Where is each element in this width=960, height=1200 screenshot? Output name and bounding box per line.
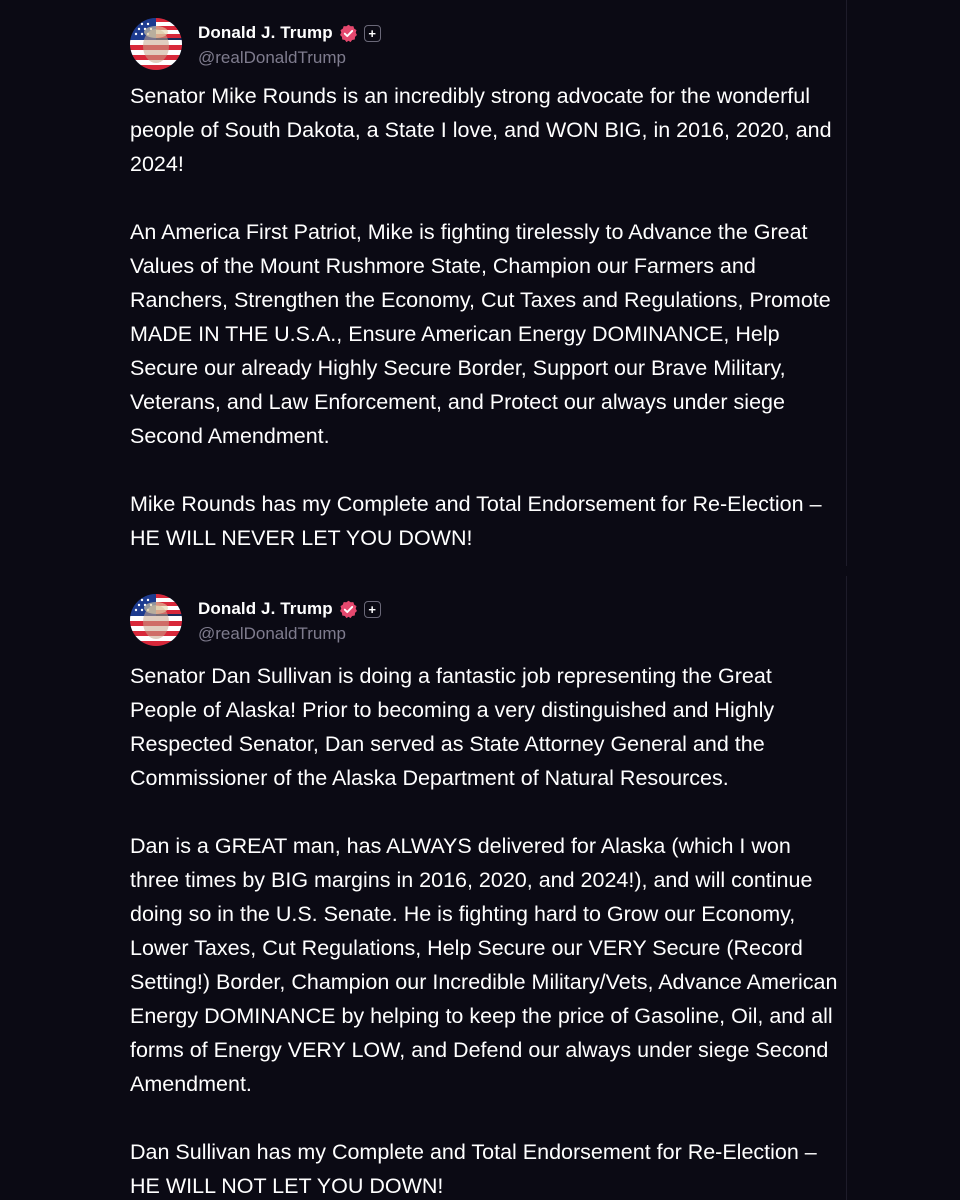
post-paragraph: Dan Sullivan has my Complete and Total Endorsement for Re-Election – HE WILL NOT LET YOU DOWN! bbox=[130, 1140, 817, 1198]
name-row bbox=[198, 596, 381, 622]
user-handle[interactable]: @realDonaldTrump bbox=[198, 624, 346, 643]
avatar[interactable] bbox=[130, 594, 182, 646]
verified-badge-icon bbox=[339, 600, 358, 619]
display-name[interactable]: Donald J. Trump bbox=[198, 23, 333, 42]
post-card[interactable] bbox=[114, 0, 847, 566]
plus-icon[interactable]: + bbox=[364, 25, 381, 42]
post-body bbox=[130, 659, 842, 1200]
post-paragraph: Mike Rounds has my Complete and Total Endorsement for Re-Election – HE WILL NEVER LET YOU DOWN! bbox=[130, 492, 822, 550]
avatar[interactable] bbox=[130, 18, 182, 70]
post-paragraph: Senator Dan Sullivan is doing a fantastic job representing the Great People of Alaska! Prior to becoming a very distinguished and Highly Respected Senator, Dan served as State Attorney General and the Commissioner of the Alaska Department of Natural Resources. bbox=[130, 664, 775, 790]
post-header bbox=[130, 592, 381, 648]
post-header bbox=[130, 16, 381, 72]
user-handle[interactable]: @realDonaldTrump bbox=[198, 48, 346, 67]
plus-icon[interactable]: + bbox=[364, 601, 381, 618]
display-name[interactable]: Donald J. Trump bbox=[198, 599, 333, 618]
post-paragraph: Senator Mike Rounds is an incredibly strong advocate for the wonderful people of South Dakota, a State I love, and WON BIG, in 2016, 2020, and 2024! bbox=[130, 84, 832, 176]
name-row bbox=[198, 20, 381, 46]
post-paragraph: An America First Patriot, Mike is fighting tirelessly to Advance the Great Values of the Mount Rushmore State, Champion our Farmers and Ranchers, Strengthen the Economy, Cut Taxes and Regulations, Promote MADE IN THE U.S.A., Ensure American Energy DOMINANCE, Help Secure our already Highly Secure Border, Support our Brave Military, Veterans, and Law Enforcement, and Protect our always under siege Second Amendment. bbox=[130, 220, 831, 448]
post-card[interactable] bbox=[114, 576, 847, 1200]
author-meta bbox=[198, 596, 381, 644]
verified-badge-icon bbox=[339, 24, 358, 43]
post-body bbox=[130, 79, 842, 555]
author-meta bbox=[198, 20, 381, 68]
post-paragraph: Dan is a GREAT man, has ALWAYS delivered for Alaska (which I won three times by BIG margins in 2016, 2020, and 2024!), and will continue doing so in the U.S. Senate. He is fighting hard to Grow our Economy, Lower Taxes, Cut Regulations, Help Secure our VERY Secure (Record Setting!) Border, Champion our Incredible Military/Vets, Advance American Energy DOMINANCE by helping to keep the price of Gasoline, Oil, and all forms of Energy VERY LOW, and Defend our always under siege Second Amendment. bbox=[130, 834, 838, 1096]
